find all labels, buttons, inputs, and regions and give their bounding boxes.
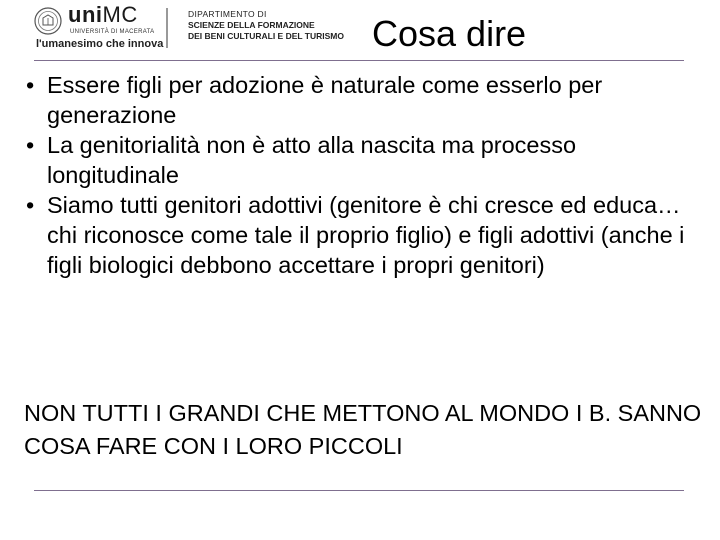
logo-tagline: l'umanesimo che innova bbox=[36, 38, 164, 50]
list-item bbox=[24, 70, 704, 130]
logo-university-name: UNIVERSITÀ DI MACERATA bbox=[70, 29, 155, 35]
bottom-divider bbox=[34, 490, 684, 491]
department-name bbox=[188, 9, 344, 42]
logo-brand-suffix: MC bbox=[102, 2, 138, 27]
unimc-logo bbox=[68, 3, 138, 27]
department-line-1: DIPARTIMENTO DI bbox=[188, 9, 267, 19]
bullet-icon: • bbox=[26, 72, 35, 98]
logo-divider bbox=[166, 8, 168, 48]
bullet-text: La genitorialità non è atto alla nascita ma processo longitudinale bbox=[47, 132, 577, 188]
department-line-2: SCIENZE DELLA FORMAZIONE bbox=[188, 20, 315, 30]
bullet-list bbox=[24, 70, 704, 280]
university-seal-icon bbox=[34, 7, 62, 35]
bullet-icon: • bbox=[26, 132, 35, 158]
logo-brand: uni bbox=[68, 2, 103, 27]
department-line-3: DEI BENI CULTURALI E DEL TURISMO bbox=[188, 31, 344, 41]
bullet-icon: • bbox=[26, 192, 35, 218]
list-item bbox=[24, 130, 704, 190]
bullet-text: Siamo tutti genitori adottivi (genitore è chi cresce ed educa…chi riconosce come tale il proprio figlio) e figli adottivi (anche i figli biologici debbono accettare i propri genitori) bbox=[47, 192, 685, 278]
top-divider bbox=[34, 60, 684, 61]
slide-title: Cosa dire bbox=[372, 13, 527, 54]
bullet-text: Essere figli per adozione è naturale come esserlo per generazione bbox=[47, 72, 603, 128]
closing-statement: NON TUTTI I GRANDI CHE METTONO AL MONDO I B. SANNO COSA FARE CON I LORO PICCOLI bbox=[24, 400, 702, 459]
list-item bbox=[24, 190, 704, 280]
